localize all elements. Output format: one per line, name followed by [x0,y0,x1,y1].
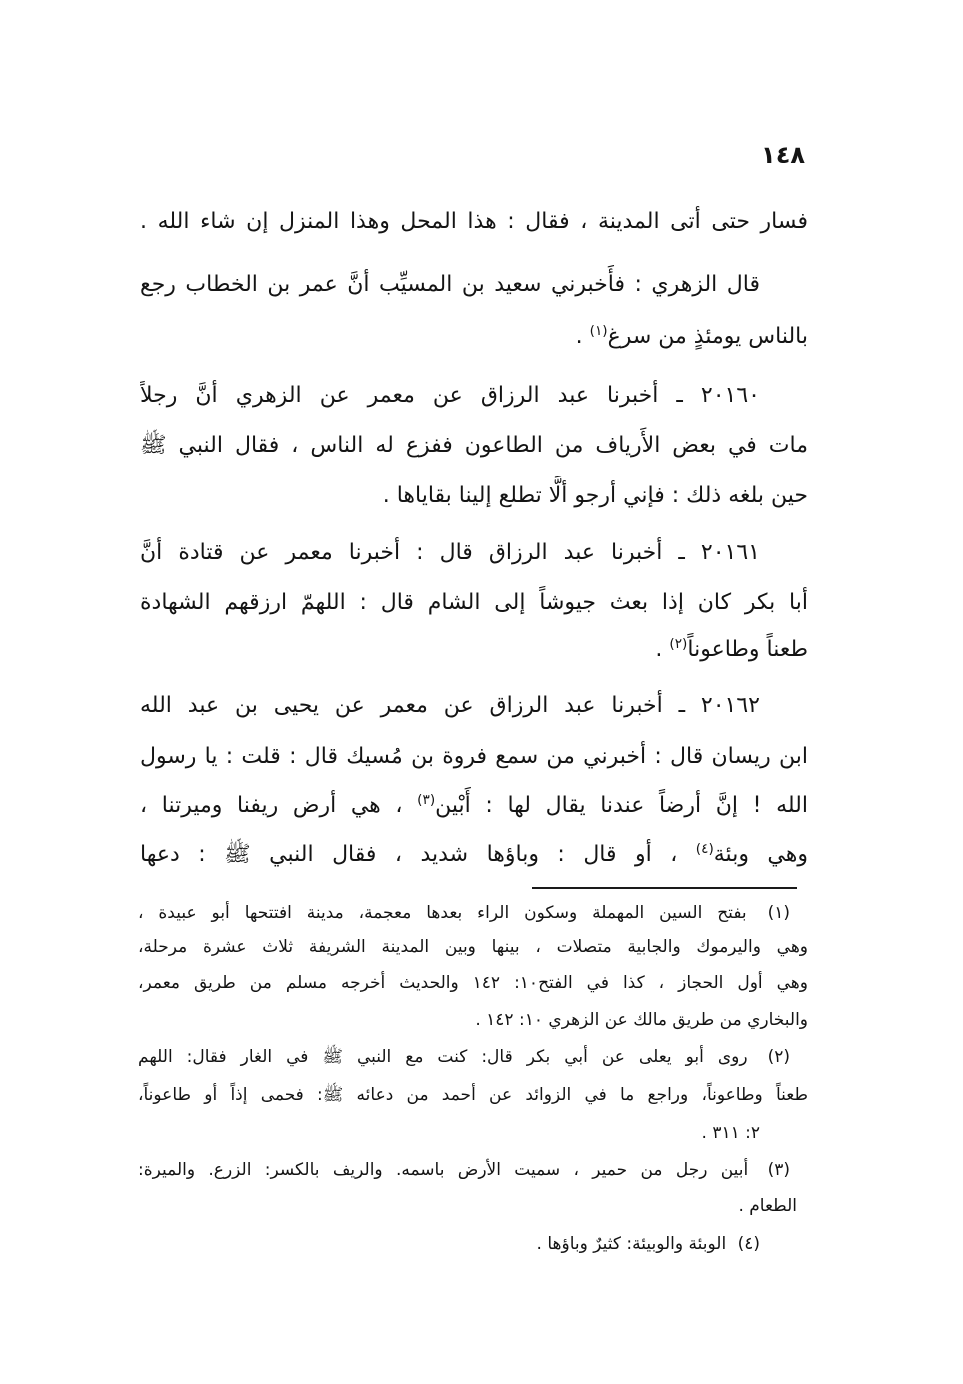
text-line-content: ٢٠١٦٠ ـ أخبرنا عبد الرزاق عن معمر عن الزهري أنَّ رجلاً [140,383,760,408]
footnote-line [397,1191,797,1221]
text-line-content: ، هي أرض ريفنا وميرتنا ، [140,793,418,818]
text-line-content: طعناً وطاعوناً [687,637,808,662]
footnote-text: وهي واليرموك والجابية متصلات ، بينها وبين المدينة الشريفة ثلاث عشرة مرحلة، [138,937,808,957]
footnote-number: (٣) [767,1160,790,1180]
text-line [140,476,808,516]
footnote-text: روى أبو يعلى عن أبي بكر قال: كنت مع النبي ﷺ في الغار فقال: اللهم [138,1047,748,1067]
text-line [140,686,760,726]
footnote-line [138,1005,808,1035]
footnote-text: بفتح السين المهملة وسكون الراء بعدها معجمة، مدينة افتتحها أبو عبيدة ، [138,903,747,923]
footnote-text: أبين رجل من حمير ، سميت الأرض باسمه. والريف بالكسر: الزرع. والميرة: [138,1160,749,1180]
text-line-content: أبا بكر كان إذا بعث جيوشاً إلى الشام قال : اللهمّ ارزقهم الشهادة [140,590,808,615]
text-line [140,583,808,623]
text-line-content: وهي وبئة [713,842,808,867]
footnote-line [138,932,808,962]
text-line-content: فسار حتى أتى المدينة ، فقال : هذا المحل وهذا المنزل إن شاء الله . [140,209,808,234]
footnote-line [138,968,808,998]
text-line-content: قال الزهري : فأَخبرني سعيد بن المسيِّب أنَّ عمر بن الخطاب رجع [140,272,760,297]
text-line [140,737,808,777]
footnote-text: طعناً وطاعوناً، وراجع ما في الزوائد عن أحمد من دعائه ﷺ: فحمى إذاً أو طاعوناً، [138,1085,808,1105]
text-line-content: ابن ريسان قال : أخبرني من سمع فروة بن مُسيك قال : قلت : يا رسول [140,744,808,769]
text-line-content: ٢٠١٦٢ ـ أخبرنا عبد الرزاق عن معمر عن يحيى بن عبد الله [140,693,760,718]
footnote-line [138,898,790,928]
text-line [140,376,760,416]
footnote-line [160,1229,760,1259]
text-line [140,317,808,357]
text-line [140,835,808,875]
footnote-line [138,1155,790,1185]
text-line [140,533,760,573]
text-line [140,426,808,466]
footnote-number: (٢) [767,1047,790,1067]
text-line [140,786,808,826]
footnote-number: (١) [767,903,790,923]
footnote-ref: (٣) [417,791,436,808]
text-line-content: ٢٠١٦١ ـ أخبرنا عبد الرزاق قال : أخبرنا معمر عن قتادة أنَّ [140,540,760,565]
text-line-content: . [575,324,590,349]
text-line-content: حين بلغه ذلك : فإني أرجو ألَّا تطلع إلينا بقاياها . [382,483,808,508]
text-line [140,202,808,242]
footnote-text: وهي أول الحجاز ، كذا في الفتح١٠: ١٤٢ والحديث أخرجه مسلم من طريق معمر، [138,973,808,993]
footnote-ref: (١) [589,322,608,339]
text-line-content: ، أو قال : وباؤها شديد ، فقال النبي ﷺ : دعها [140,842,696,867]
footnote-number: (٤) [737,1234,760,1254]
text-line-content: الله ! إنَّ أرضاً عندنا يقال لها : أَبْين [435,793,808,818]
footnote-ref: (٤) [695,840,714,857]
page-number: ١٤٨ [761,141,805,169]
footnote-divider [532,887,797,889]
footnote-text: والبخاري من طريق مالك عن الزهري ١٠: ١٤٢ . [475,1010,808,1030]
footnote-ref: (٢) [669,635,688,652]
text-line-content: . [655,637,670,662]
text-line [140,265,760,305]
footnote-text: ٢: ٣١١ . [701,1123,760,1143]
footnote-line [460,1118,760,1148]
footnote-line [138,1080,808,1110]
text-line [140,630,808,670]
text-line-content: مات في بعض الأَرياف من الطاعون ففزع له الناس ، فقال النبي ﷺ [140,433,808,458]
footnote-line [138,1042,790,1072]
footnote-text: الوبئة والوبيئة: كثيرٌ وباؤها . [536,1234,727,1254]
text-line-content: بالناس يومئذٍ من سرغ [607,324,808,349]
footnote-text: الطعام . [738,1196,797,1216]
